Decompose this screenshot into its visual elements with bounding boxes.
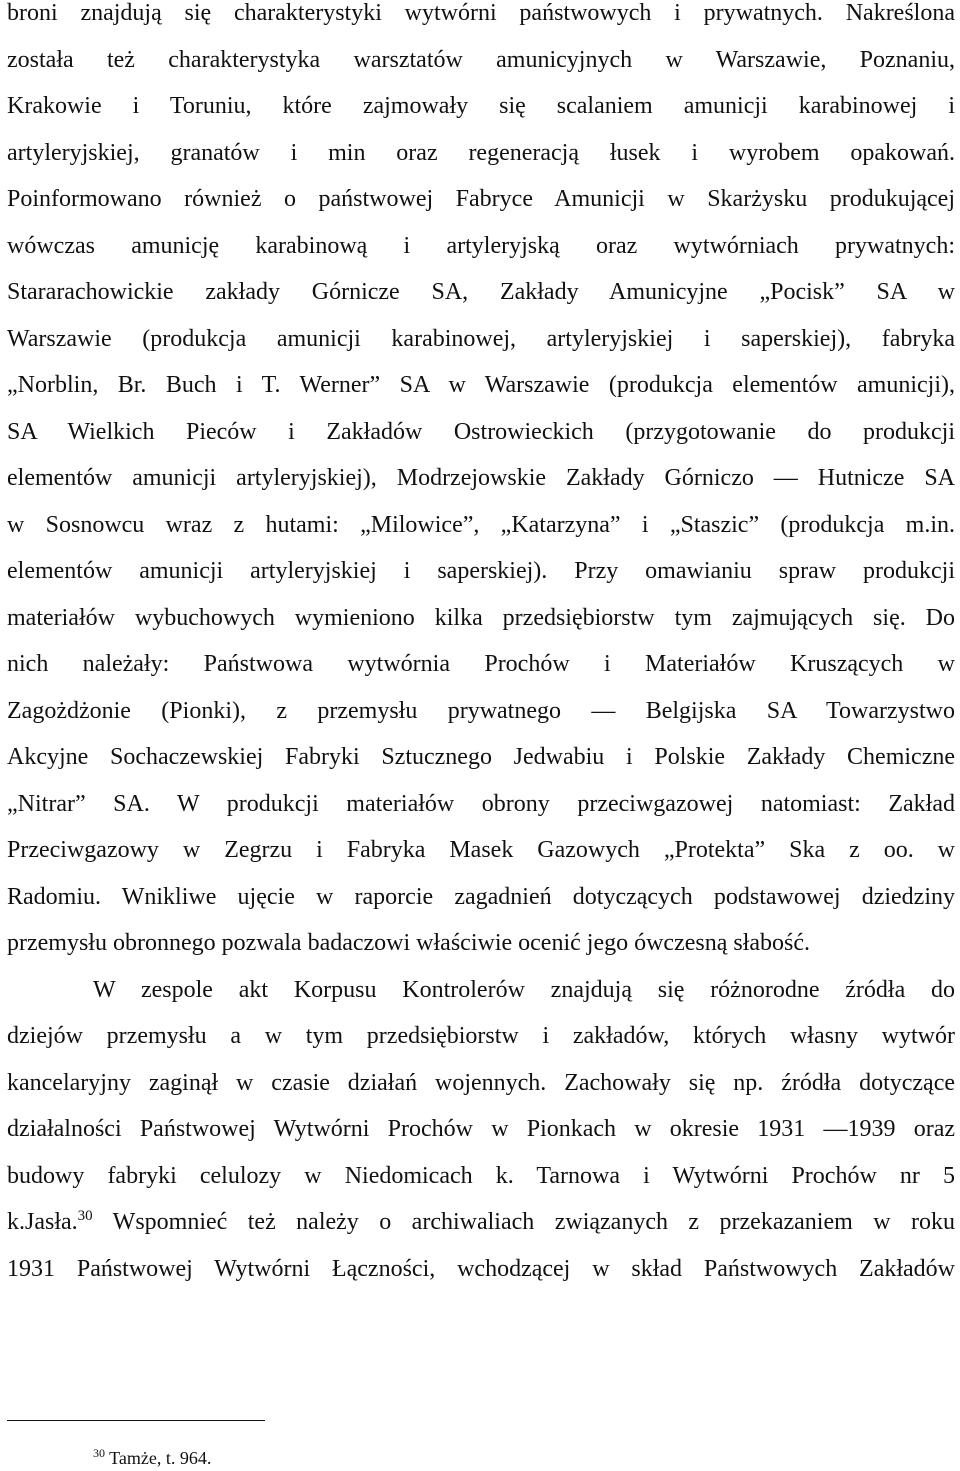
text-line-with-footnote <box>7 1199 955 1246</box>
text-line: Akcyjne Sochaczewskiej Fabryki Sztucznego Jedwabiu i Polskie Zakłady Chemiczne <box>7 744 955 770</box>
text-line: Radomiu. Wnikliwe ujęcie w raporcie zagadnień dotyczących podstawowej dziedziny <box>7 883 955 910</box>
text-line: 1931 Państwowej Wytwórni Łączności, wchodzącej w skład Państwowych Zakładów <box>7 1255 955 1282</box>
paragraph-first-line: W zespole akt Korpusu Kontrolerów znajdują się różnorodne źródła do <box>93 976 955 1003</box>
text-line: „Nitrar” SA. W produkcji materiałów obrony przeciwgazowej natomiast: Zakład <box>7 790 955 817</box>
text-line: działalności Państwowej Wytwórni Prochów w Pionkach w okresie 1931 —1939 oraz <box>7 1116 955 1142</box>
text-line: budowy fabryki celulozy w Niedomicach k. Tarnowa i Wytwórni Prochów nr 5 <box>7 1162 955 1189</box>
text-line: została też charakterystyka warsztatów amunicyjnych w Warszawie, Poznaniu, <box>7 46 955 73</box>
text-line: Zagożdżonie (Pionki), z przemysłu prywatnego — Belgijska SA Towarzystwo <box>7 697 955 724</box>
text-line: wówczas amunicję karabinową i artyleryjską oraz wytwórniach prywatnych: <box>7 232 955 259</box>
text-line: Krakowie i Toruniu, które zajmowały się scalaniem amunicji karabinowej i <box>7 93 955 119</box>
footnote-number: 30 <box>93 1446 105 1460</box>
text-line: SA Wielkich Pieców i Zakładów Ostrowieckich (przygotowanie do produkcji <box>7 418 955 445</box>
text-line: kancelaryjny zaginął w czasie działań wojennych. Zachowały się np. źródła dotyczące <box>7 1069 955 1096</box>
text-line: nich należały: Państwowa wytwórnia Prochów i Materiałów Kruszących w <box>7 651 955 677</box>
text-line: „Norblin, Br. Buch i T. Werner” SA w Warszawie (produkcja elementów amunicji), <box>7 372 955 398</box>
text-line: broni znajdują się charakterystyki wytwórni państwowych i prywatnych. Nakreślona <box>7 0 955 26</box>
footnote-reference[interactable]: 30 <box>77 1208 93 1224</box>
footnote-separator <box>7 1420 265 1421</box>
text-line: dziejów przemysłu a w tym przedsiębiorstw i zakładów, których własny wytwór <box>7 1023 955 1049</box>
paragraph-last-line: przemysłu obronnego pozwala badaczowi właściwie ocenić jego ówczesną słabość. <box>7 930 811 956</box>
text-line: Przeciwgazowy w Zegrzu i Fabryka Masek Gazowych „Protekta” Ska z oo. w <box>7 837 955 863</box>
footnote <box>93 1440 211 1471</box>
text-line: Stararachowickie zakłady Górnicze SA, Zakłady Amunicyjne „Pocisk” SA w <box>7 279 955 305</box>
text-line: artyleryjskiej, granatów i min oraz regeneracją łusek i wyrobem opakowań. <box>7 139 955 166</box>
text-line: Warszawie (produkcja amunicji karabinowej, artyleryjskiej i saperskiej), fabryka <box>7 325 955 352</box>
text-line: Poinformowano również o państwowej Fabryce Amunicji w Skarżysku produkującej <box>7 186 955 212</box>
text-line: elementów amunicji artyleryjskiej i saperskiej). Przy omawianiu spraw produkcji <box>7 558 955 584</box>
text-line: w Sosnowcu wraz z hutami: „Milowice”, „Katarzyna” i „Staszic” (produkcja m.in. <box>7 511 955 538</box>
text-line: elementów amunicji artyleryjskiej), Modrzejowskie Zakłady Górniczo — Hutnicze SA <box>7 465 955 491</box>
footnote-text: Tamże, t. 964. <box>105 1448 212 1468</box>
text-line: materiałów wybuchowych wymieniono kilka przedsiębiorstw tym zajmujących się. Do <box>7 604 955 631</box>
text-segment: k.Jasła. <box>7 1209 78 1235</box>
text-segment: Wspomnieć też należy o archiwaliach związanych z przekazaniem w roku <box>92 1209 955 1235</box>
